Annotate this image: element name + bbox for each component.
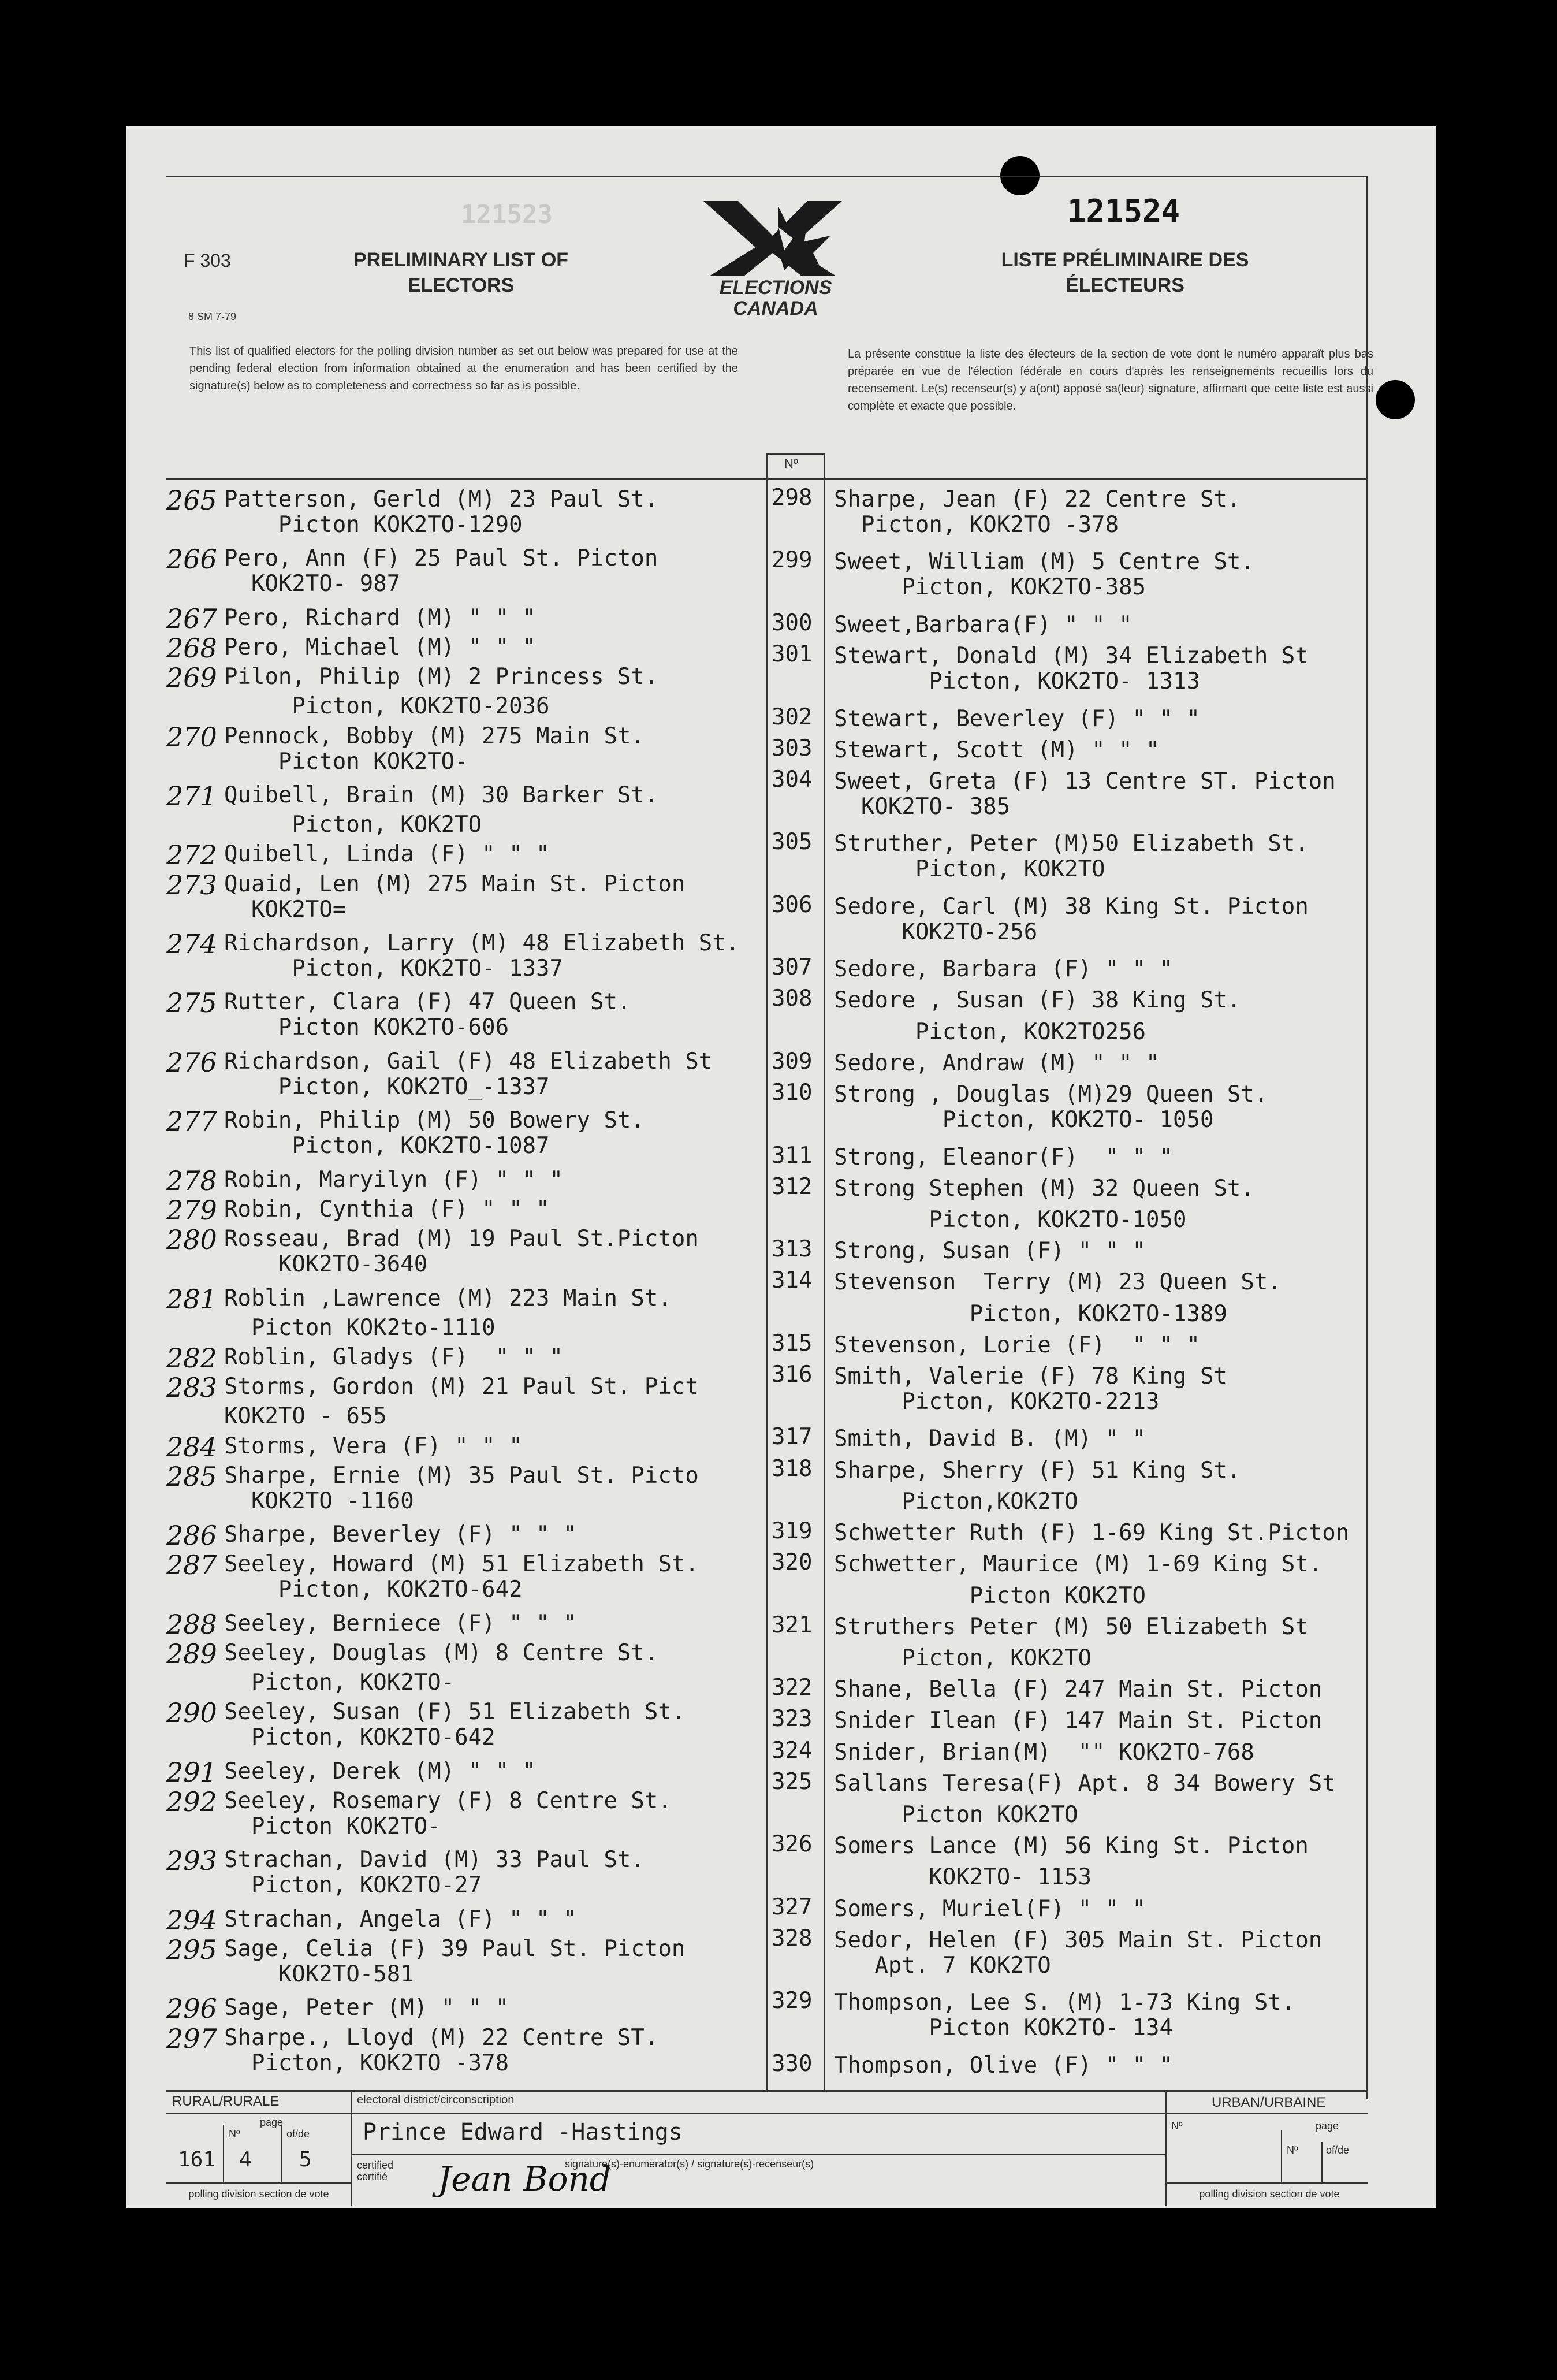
elector-entry-line1: Quaid, Len (M) 275 Main St. Picton — [224, 871, 686, 897]
elector-entry — [834, 1677, 1322, 1702]
elector-entry-line1: Sallans Teresa(F) Apt. 8 34 Bowery St — [834, 1770, 1336, 1797]
entry-number: 313 — [772, 1236, 813, 1263]
entry-number: 282 — [166, 1342, 217, 1374]
entry-number: 319 — [772, 1518, 813, 1545]
electors-list-page — [126, 126, 1436, 2208]
entry-number: 325 — [772, 1768, 813, 1795]
elector-entry — [224, 1197, 550, 1222]
entry-number: 283 — [166, 1372, 217, 1404]
entry-number: 274 — [166, 928, 217, 960]
elector-entry — [834, 1082, 1268, 1133]
elector-entry-line1: Sweet, Greta (F) 13 Centre ST. Picton — [834, 768, 1336, 794]
elector-entry-line1: Sharpe, Beverley (F) " " " — [224, 1522, 577, 1548]
elector-entry-line1: Storms, Vera (F) " " " — [224, 1433, 523, 1459]
urban-of-label: of/de — [1326, 2144, 1350, 2156]
entry-number: 310 — [772, 1080, 813, 1106]
elector-entry — [224, 1641, 658, 1666]
elector-entry-line1: Patterson, Gerld (M) 23 Paul St. — [224, 486, 658, 512]
elector-entry-line1: Sage, Celia (F) 39 Paul St. Picton — [224, 1935, 686, 1962]
entry-number: 278 — [166, 1165, 217, 1196]
rural-page-label: page — [260, 2117, 284, 2128]
entry-number: 316 — [772, 1362, 813, 1388]
elector-entry — [834, 1865, 1092, 1890]
urban-page-label: page — [1316, 2120, 1339, 2132]
elector-entry — [834, 1896, 1146, 1922]
elector-entry-line1: KOK2TO - 655 — [224, 1403, 387, 1430]
urban-sub-no-label: Nº — [1287, 2144, 1298, 2156]
elector-entry — [834, 1270, 1282, 1295]
entry-number: 268 — [166, 633, 217, 664]
elector-entry — [834, 1771, 1336, 1797]
elector-entry-line2: Picton KOK2TO- — [224, 748, 468, 775]
entry-number: 298 — [772, 485, 813, 511]
elector-entry — [224, 1226, 699, 1277]
entry-number: 300 — [772, 609, 813, 636]
elector-entry-line2: Picton, KOK2TO-27 — [224, 1872, 482, 1899]
notice-french: La présente constitue la liste des électeurs de la section de vote dont le numéro apparaît plus bas préparée en vue de l'élection fédérale en cours d'après les renseignements recueillis lors du recensement. Le(s) recenseur(s) y a(ont) apposé sa(leur) signature, affirmant que cette liste est aussi complète et exacte que possible. — [848, 348, 1373, 412]
elector-entry-line1: KOK2TO- 1153 — [834, 1864, 1092, 1891]
elector-entry-line1: Sedor, Helen (F) 305 Main St. Picton — [834, 1927, 1323, 1953]
elector-entry-line2: KOK2TO- 385 — [834, 793, 1011, 820]
elector-entry-line2: KOK2TO-3640 — [224, 1251, 428, 1278]
elector-entry-line1: Seeley, Derek (M) " " " — [224, 1758, 537, 1784]
entry-number: 309 — [772, 1048, 813, 1074]
entry-number: 315 — [772, 1330, 813, 1356]
entry-number: 317 — [772, 1424, 813, 1451]
elector-entry — [834, 1802, 1078, 1828]
elector-entry-line2: KOK2TO -1160 — [224, 1488, 414, 1514]
entry-number: 302 — [772, 704, 813, 730]
elector-entry-line1: Thompson, Lee S. (M) 1-73 King St. — [834, 1989, 1295, 2016]
elector-entry — [224, 1404, 387, 1429]
entry-number: 279 — [166, 1194, 217, 1226]
elector-entry-line1: Strong , Douglas (M)29 Queen St. — [834, 1081, 1268, 1108]
entry-number: 323 — [772, 1706, 813, 1732]
elector-entry-line1: Seeley, Douglas (M) 8 Centre St. — [224, 1639, 658, 1666]
entry-number: 286 — [166, 1520, 217, 1552]
elector-entry-line1: Rosseau, Brad (M) 19 Paul St.Picton — [224, 1226, 699, 1252]
elector-entry-line1: Sharpe, Sherry (F) 51 King St. — [834, 1457, 1241, 1483]
elector-entry — [834, 1301, 1227, 1327]
elector-entry-line1: Picton, KOK2TO256 — [834, 1018, 1146, 1045]
elector-entry — [224, 872, 685, 923]
entry-number: 275 — [166, 987, 217, 1019]
elector-entry — [834, 831, 1309, 882]
elector-entry — [224, 1108, 645, 1159]
elector-entry-line1: Quibell, Brain (M) 30 Barker St. — [224, 782, 658, 809]
elector-entry-line1: Seeley, Rosemary (F) 8 Centre St. — [224, 1787, 672, 1814]
elector-entry — [834, 1489, 1078, 1515]
elector-entry-line1: Strong, Susan (F) " " " — [834, 1238, 1146, 1265]
elector-entry-line2: Picton, KOK2TO-385 — [834, 574, 1146, 601]
entry-number: 272 — [166, 839, 217, 871]
entry-number: 265 — [166, 485, 217, 516]
entry-number: 280 — [166, 1224, 217, 1256]
elector-entry-line1: Sharpe, Ernie (M) 35 Paul St. Picto — [224, 1462, 699, 1489]
polling-division-label-urban: polling division section de vote — [1199, 2188, 1340, 2200]
elector-entry — [834, 1928, 1322, 1979]
entry-number: 287 — [166, 1549, 217, 1581]
elector-entry-line1: Robin, Cynthia (F) " " " — [224, 1196, 550, 1222]
column-number-header: Nº — [784, 456, 798, 471]
entry-number: 285 — [166, 1460, 217, 1492]
entry-number: 289 — [166, 1638, 217, 1669]
entry-number: 312 — [772, 1173, 813, 1200]
elector-entry — [834, 487, 1241, 538]
entry-number: 270 — [166, 721, 217, 753]
entry-number: 326 — [772, 1831, 813, 1858]
elector-entry-line2: Picton, KOK2TO- 1050 — [834, 1107, 1214, 1133]
elector-entry — [224, 1315, 496, 1341]
elector-entry — [224, 1788, 672, 1839]
elector-entry-line2: Picton, KOK2TO-2213 — [834, 1389, 1160, 1415]
elector-entry — [834, 1646, 1092, 1671]
elector-entry-line1: Picton, KOK2TO-2036 — [224, 693, 550, 720]
elector-entry-line1: Sharpe, Jean (F) 22 Centre St. — [834, 486, 1241, 512]
elector-entry-line1: Smith, David B. (M) " " — [834, 1426, 1146, 1452]
elector-entry — [224, 1611, 576, 1637]
elector-entry-line1: Schwetter, Maurice (M) 1-69 King St. — [834, 1551, 1323, 1578]
elector-entry-line1: Sage, Peter (M) " " " — [224, 1995, 509, 2021]
faint-serial: 121523 — [461, 200, 553, 229]
entry-number: 266 — [166, 544, 217, 575]
elector-entry — [224, 664, 658, 690]
elector-entry-line1: Seeley, Susan (F) 51 Elizabeth St. — [224, 1699, 686, 1726]
elector-entry — [224, 1374, 699, 1400]
elector-entry-line1: Pennock, Bobby (M) 275 Main St. — [224, 723, 645, 749]
elector-entry-line1: Shane, Bella (F) 247 Main St. Picton — [834, 1676, 1323, 1703]
entry-number: 267 — [166, 603, 217, 634]
elector-entry — [224, 1995, 509, 2021]
entry-number: 308 — [772, 986, 813, 1012]
elector-entry-line2: KOK2TO= — [224, 896, 347, 923]
elector-entry — [834, 1458, 1241, 1483]
elector-entry-line1: Strachan, David (M) 33 Paul St. — [224, 1847, 645, 1873]
elector-entry — [224, 1049, 712, 1100]
entry-number: 291 — [166, 1756, 217, 1788]
entry-number: 305 — [772, 829, 813, 856]
urban-no-label: Nº — [1171, 2120, 1183, 2132]
elector-entry — [834, 1520, 1349, 1546]
elector-entry-line2: Picton, KOK2TO -378 — [224, 2050, 509, 2076]
elector-entry-line1: Picton, KOK2TO-1050 — [834, 1206, 1187, 1233]
entry-number: 297 — [166, 2022, 217, 2054]
entry-number: 327 — [772, 1894, 813, 1920]
elector-entry — [834, 1990, 1295, 2041]
elector-entry-line1: Seeley, Berniece (F) " " " — [224, 1610, 577, 1637]
elector-entry — [224, 1907, 576, 1932]
elector-entry — [224, 1345, 563, 1370]
elector-entry-line1: Snider, Brian(M) "" KOK2TO-768 — [834, 1739, 1254, 1765]
elector-entry — [224, 1847, 645, 1898]
elector-entry-line1: Stewart, Donald (M) 34 Elizabeth St — [834, 643, 1309, 670]
entry-number: 320 — [772, 1549, 813, 1576]
elector-entry-line1: Pilon, Philip (M) 2 Princess St. — [224, 664, 658, 690]
entry-number: 284 — [166, 1431, 217, 1463]
elector-entry — [834, 612, 1133, 638]
elector-entry — [834, 1051, 1160, 1076]
elector-entry — [224, 605, 536, 631]
elector-entry-line2: Picton, KOK2TO -378 — [834, 512, 1119, 538]
elector-entry-line1: Picton, KOK2TO — [834, 1645, 1092, 1671]
form-sub-code: 8 SM 7-79 — [188, 311, 237, 322]
elector-entry-line1: Storms, Gordon (M) 21 Paul St. Pict — [224, 1374, 699, 1400]
elector-entry-line1: Snider Ilean (F) 147 Main St. Picton — [834, 1708, 1323, 1734]
elector-entry-line2: Picton, KOK2TO_-1337 — [224, 1073, 550, 1100]
elector-entry — [834, 1834, 1309, 1859]
elector-entry-line1: Picton KOK2TO — [834, 1802, 1078, 1828]
elector-entry — [224, 931, 739, 981]
elector-entry-line1: Picton, KOK2TO- — [224, 1669, 455, 1696]
elector-entry — [834, 1145, 1173, 1170]
title-english: PRELIMINARY LIST OF ELECTORS — [353, 249, 569, 296]
elector-entry — [224, 1759, 536, 1784]
elector-entry — [834, 706, 1200, 732]
elector-entry — [834, 1207, 1186, 1233]
elector-entry-line2: Picton, KOK2TO-1087 — [224, 1133, 550, 1159]
elector-entry — [834, 1552, 1322, 1577]
elector-entry-line1: Richardson, Larry (M) 48 Elizabeth St. — [224, 930, 740, 957]
elector-entry-line1: Sharpe., Lloyd (M) 22 Centre ST. — [224, 2024, 658, 2051]
entry-number: 296 — [166, 1993, 217, 2025]
punch-hole-right — [1376, 380, 1415, 419]
elector-entry — [224, 724, 645, 775]
elector-entry — [224, 1552, 699, 1602]
form-code: F 303 — [184, 250, 231, 271]
elections-canada-logo: ELECTIONS CANADA — [692, 195, 859, 328]
elector-entry-line1: Rutter, Clara (F) 47 Queen St. — [224, 989, 631, 1016]
elector-entry-line1: Sedore, Barbara (F) " " " — [834, 956, 1173, 983]
elector-entry — [224, 694, 550, 719]
rural-label: RURAL/RURALE — [172, 2093, 280, 2109]
elector-entry — [224, 990, 631, 1040]
elector-entry-line1: Sedore, Andraw (M) " " " — [834, 1050, 1160, 1076]
rural-of-label: of/de — [286, 2128, 310, 2140]
entry-number: 273 — [166, 869, 217, 901]
elector-entry-line1: Strong Stephen (M) 32 Queen St. — [834, 1175, 1254, 1202]
elector-entry-line1: Seeley, Howard (M) 51 Elizabeth St. — [224, 1551, 699, 1578]
elector-entry — [834, 644, 1309, 694]
entry-number: 306 — [772, 891, 813, 918]
elector-entry — [224, 1167, 563, 1193]
elector-entry-line2: Apt. 7 KOK2TO — [834, 1952, 1051, 1979]
entry-number: 276 — [166, 1046, 217, 1078]
elector-entry — [224, 783, 658, 808]
page-total-value: 5 — [299, 2148, 312, 2171]
entry-number: 294 — [166, 1904, 217, 1936]
elector-entry — [834, 1615, 1309, 1640]
elector-entry-line1: Somers Lance (M) 56 King St. Picton — [834, 1833, 1309, 1860]
entry-number: 290 — [166, 1697, 217, 1729]
elector-entry-line1: Robin, Maryilyn (F) " " " — [224, 1166, 563, 1193]
serial-number: 121524 — [1067, 193, 1180, 229]
entry-number: 311 — [772, 1142, 813, 1169]
elector-entry-line2: Picton, KOK2TO- 1313 — [834, 668, 1200, 695]
elector-entry — [834, 1583, 1146, 1609]
elector-entry-line1: Robin, Philip (M) 50 Bowery St. — [224, 1107, 645, 1134]
elector-entry-line1: Picton,KOK2TO — [834, 1488, 1078, 1515]
entry-number: 324 — [772, 1737, 813, 1764]
elector-entry — [834, 1426, 1146, 1452]
elector-entry-line1: Richardson, Gail (F) 48 Elizabeth St — [224, 1048, 713, 1074]
entry-number: 293 — [166, 1845, 217, 1877]
elector-entry-line1: Sedore, Carl (M) 38 King St. Picton — [834, 893, 1309, 920]
elector-entry — [224, 1463, 699, 1514]
elector-entry — [224, 2025, 658, 2076]
elector-entry — [224, 1670, 455, 1695]
polling-division-value: 161 — [178, 2148, 216, 2171]
entry-number: 304 — [772, 766, 813, 793]
entry-number: 288 — [166, 1608, 217, 1640]
elector-entry-line2: Picton KOK2TO-1290 — [224, 512, 523, 538]
entry-number: 277 — [166, 1106, 217, 1137]
elector-entry — [224, 487, 658, 538]
elector-entry — [834, 957, 1173, 982]
elector-entry — [224, 842, 550, 867]
elector-entry-line2: Picton KOK2TO- 134 — [834, 2015, 1173, 2041]
entry-number: 295 — [166, 1933, 217, 1965]
elector-entry — [224, 812, 482, 838]
elector-entry-line1: Strachan, Angela (F) " " " — [224, 1906, 577, 1932]
entry-number: 318 — [772, 1455, 813, 1482]
entry-number: 271 — [166, 780, 217, 812]
elector-entry — [834, 1333, 1200, 1358]
elector-entry — [224, 1286, 672, 1311]
elector-entry-line2: Picton, KOK2TO-642 — [224, 1724, 496, 1751]
district-value: Prince Edward -Hastings — [363, 2119, 683, 2145]
elector-entry-line1: Picton, KOK2TO — [224, 812, 482, 838]
entry-number: 321 — [772, 1612, 813, 1638]
entry-number: 269 — [166, 662, 217, 694]
elector-entry-line2: Picton KOK2TO-606 — [224, 1014, 509, 1041]
certified-label: certified certifié — [357, 2159, 394, 2182]
elector-entry-line1: Struthers Peter (M) 50 Elizabeth St — [834, 1613, 1309, 1640]
entry-number: 330 — [772, 2050, 813, 2077]
elector-entry-line1: Roblin, Gladys (F) " " " — [224, 1344, 563, 1370]
elector-entry-line1: Quibell, Linda (F) " " " — [224, 841, 550, 868]
elector-entry-line1: Strong, Eleanor(F) " " " — [834, 1144, 1173, 1170]
elector-entry — [834, 1239, 1146, 1264]
entry-number: 292 — [166, 1786, 217, 1817]
elector-entry — [834, 738, 1160, 763]
page-number-value: 4 — [239, 2148, 252, 2171]
elector-entry-line2: KOK2TO- 987 — [224, 571, 401, 597]
elector-entry-line1: Sweet,Barbara(F) " " " — [834, 611, 1133, 638]
entry-number: 281 — [166, 1283, 217, 1315]
elector-entry-line1: Stevenson Terry (M) 23 Queen St. — [834, 1269, 1282, 1296]
elector-entry-line1: Picton, KOK2TO-1389 — [834, 1300, 1227, 1327]
entry-number: 299 — [772, 547, 813, 574]
elector-entry — [834, 894, 1309, 945]
elector-entry-line2: Picton, KOK2TO — [834, 856, 1105, 883]
elector-entry-line1: Pero, Ann (F) 25 Paul St. Picton — [224, 545, 658, 572]
elector-entry-line1: Thompson, Olive (F) " " " — [834, 2052, 1173, 2078]
elector-entry-line2: KOK2TO-581 — [224, 1961, 414, 1987]
elector-entry — [224, 1936, 685, 1987]
elector-entry-line1: Stewart, Beverley (F) " " " — [834, 705, 1200, 732]
urban-label: URBAN/URBAINE — [1212, 2095, 1326, 2110]
elector-entry — [834, 988, 1241, 1013]
elector-entry-line1: Picton KOK2TO — [834, 1582, 1146, 1609]
elector-entry-line2: Picton KOK2TO- — [224, 1813, 441, 1839]
entry-number: 322 — [772, 1675, 813, 1701]
elector-entry — [834, 549, 1254, 600]
elector-entry — [834, 2053, 1173, 2078]
elector-entry-line1: Somers, Muriel(F) " " " — [834, 1895, 1146, 1922]
elector-entry-line1: Sweet, William (M) 5 Centre St. — [834, 549, 1254, 575]
elector-entry-line1: Sedore , Susan (F) 38 King St. — [834, 987, 1241, 1014]
elector-entry-line1: Pero, Richard (M) " " " — [224, 604, 537, 631]
elector-entry-line1: Smith, Valerie (F) 78 King St — [834, 1363, 1227, 1390]
entry-number: 314 — [772, 1267, 813, 1294]
entry-number: 301 — [772, 641, 813, 668]
elector-entry — [224, 546, 658, 597]
elector-entry-line1: Roblin ,Lawrence (M) 223 Main St. — [224, 1285, 672, 1311]
rural-no-label: Nº — [229, 2128, 240, 2140]
elector-entry-line2: KOK2TO-256 — [834, 918, 1038, 945]
elector-entry — [834, 1020, 1146, 1045]
elector-entry — [224, 635, 536, 660]
enumerator-signature: Jean Bond — [438, 2159, 611, 2199]
entry-number: 303 — [772, 735, 813, 761]
elector-entry-line1: Stevenson, Lorie (F) " " " — [834, 1332, 1200, 1358]
elector-entry-line2: Picton, KOK2TO- 1337 — [224, 955, 563, 982]
elector-entry-line1: Stewart, Scott (M) " " " — [834, 737, 1160, 763]
elector-entry-line1: Picton KOK2to-1110 — [224, 1314, 496, 1341]
elector-entry — [834, 1364, 1227, 1415]
district-label: electoral district/circonscription — [357, 2093, 515, 2106]
elector-entry-line1: Schwetter Ruth (F) 1-69 King St.Picton — [834, 1520, 1350, 1546]
elector-entry — [224, 1522, 576, 1548]
maple-leaf-x-icon — [692, 195, 859, 282]
elector-entry-line1: Struther, Peter (M)50 Elizabeth St. — [834, 831, 1309, 857]
elector-entry — [224, 1700, 685, 1750]
notice-english: This list of qualified electors for the polling division number as set out below was prepared for use at the pending federal election from information obtained at the enumeration and has been certified by the signature(s) below as to completeness and correctness so far as is possible. — [189, 345, 738, 392]
title-french: LISTE PRÉLIMINAIRE DES ÉLECTEURS — [1001, 249, 1249, 296]
signature-label: signature(s)-enumerator(s) / signature(s)-recenseur(s) — [565, 2158, 814, 2170]
elector-entry-line2: Picton, KOK2TO-642 — [224, 1576, 523, 1603]
elector-entry — [224, 1434, 523, 1459]
entry-number: 329 — [772, 1988, 813, 2014]
elector-entry — [834, 1176, 1254, 1202]
polling-division-label-rural: polling division section de vote — [188, 2188, 329, 2200]
entry-number: 328 — [772, 1925, 813, 1951]
elector-entry — [834, 1708, 1322, 1734]
elector-entry-line1: Pero, Michael (M) " " " — [224, 634, 537, 661]
elector-entry — [834, 1740, 1254, 1765]
elector-entry — [834, 769, 1336, 820]
entry-number: 307 — [772, 954, 813, 981]
